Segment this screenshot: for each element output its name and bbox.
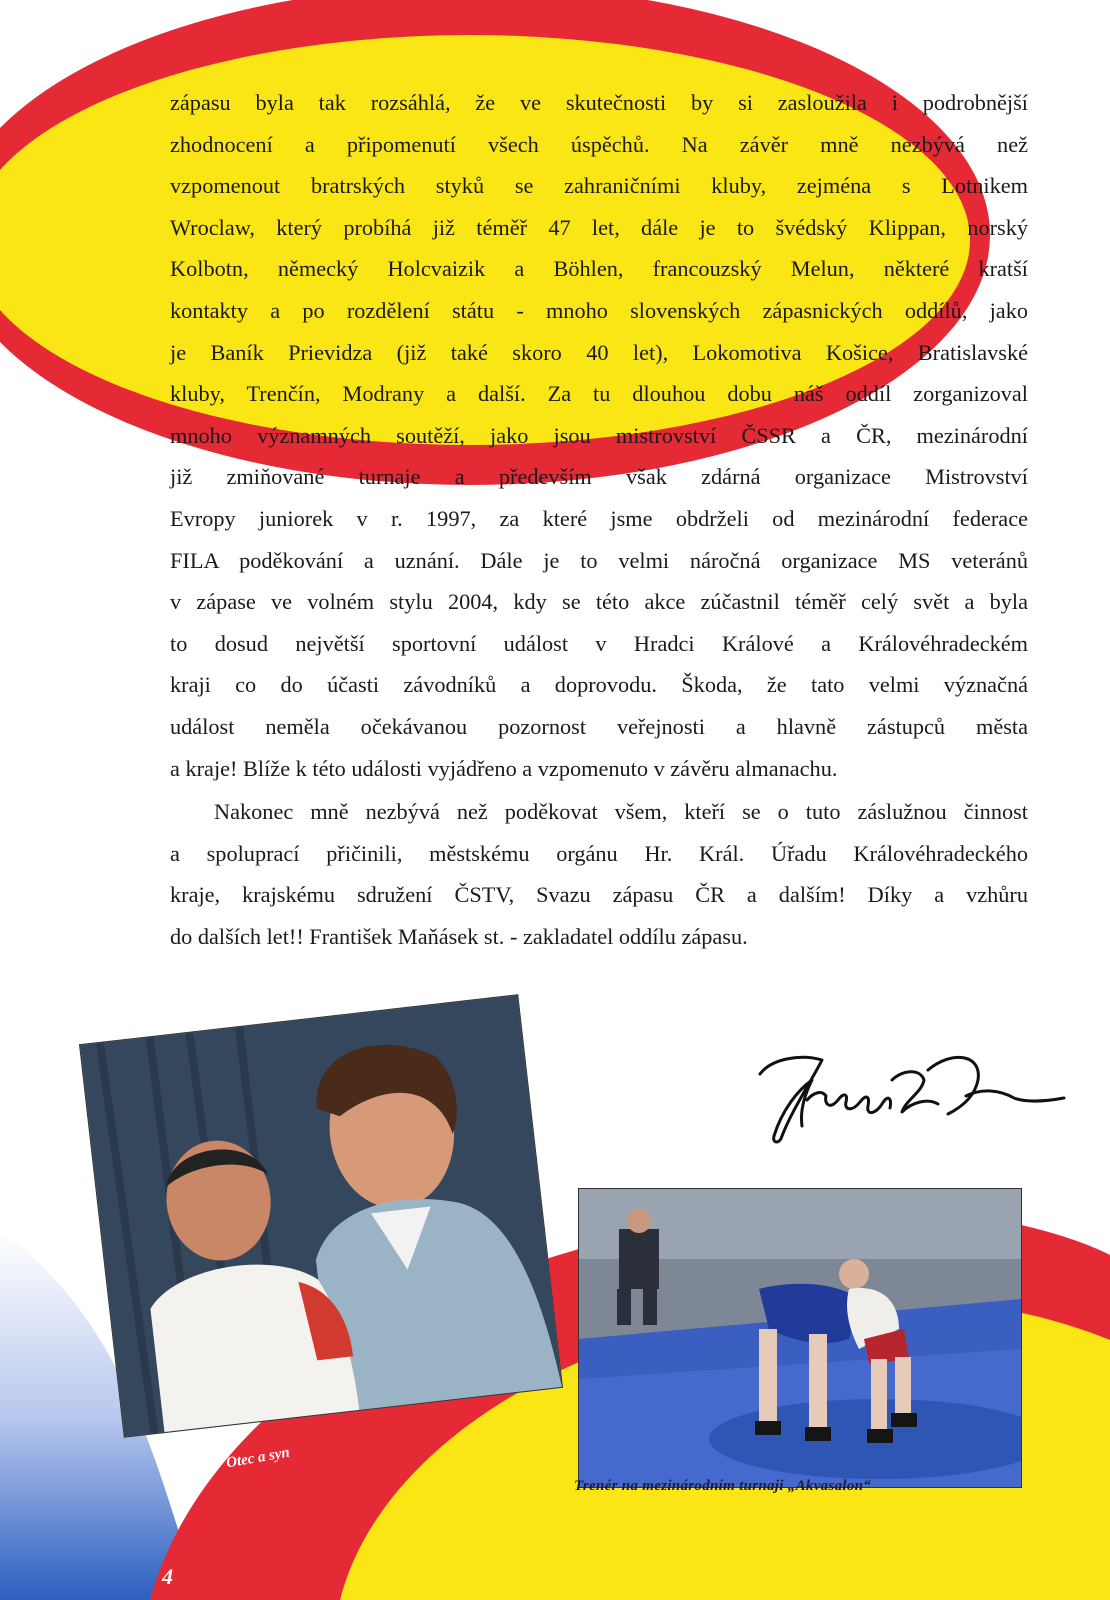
text-line: kraji co do účasti závodníků a doprovodu. Škoda, že tato velmi význačná bbox=[170, 672, 1028, 698]
page-number: 4 bbox=[162, 1564, 173, 1589]
text-line: Wroclaw, který probíhá již téměř 47 let, dále je to švédský Klippan, norský bbox=[170, 214, 1028, 240]
text-line: a spoluprací přičinili, městskému orgánu Hr. Král. Úřadu Královéhradeckého bbox=[170, 840, 1028, 866]
text-line: kluby, Trenčín, Modrany a další. Za tu dlouhou dobu náš oddíl zorganizoval bbox=[170, 381, 1028, 407]
text-line: Nakonec mně nezbývá než poděkovat všem, kteří se o tuto záslužnou činnost bbox=[214, 799, 1028, 825]
article-body bbox=[170, 82, 1028, 957]
text-line: již zmiňované turnaje a především však zdárná organizace Mistrovství bbox=[170, 464, 1028, 490]
text-line: a kraje! Blíže k této události vyjádřeno a vzpomenuto v závěru almanachu. bbox=[170, 755, 838, 781]
text-line: v zápase ve volném stylu 2004, kdy se této akce zúčastnil téměř celý svět a byla bbox=[170, 589, 1028, 615]
paragraph-1 bbox=[170, 82, 1028, 789]
text-line: Kolbotn, německý Holcvaizik a Böhlen, francouzský Melun, některé kratší bbox=[170, 256, 1028, 282]
text-line: událost neměla očekávanou pozornost veřejnosti a hlavně zástupců města bbox=[170, 713, 1028, 739]
text-line: kraje, krajskému sdružení ČSTV, Svazu zápasu ČR a dalším! Díky a vzhůru bbox=[170, 882, 1028, 908]
paragraph-2 bbox=[170, 791, 1028, 957]
text-line: je Baník Prievidza (již také skoro 40 let), Lokomotiva Košice, Bratislavské bbox=[170, 339, 1028, 365]
wrestling-caption: Trenér na mezinárodním turnaji „Akvasalon“ bbox=[574, 1478, 872, 1494]
text-line: mnoho významných soutěží, jako jsou mistrovství ČSSR a ČR, mezinárodní bbox=[170, 422, 1028, 448]
portrait-caption: Otec a syn bbox=[225, 1444, 291, 1472]
text-line: zhodnocení a připomenutí všech úspěchů. Na závěr mně nezbývá než bbox=[170, 131, 1028, 157]
text-line: Evropy juniorek v r. 1997, za které jsme obdrželi od mezinárodní federace bbox=[170, 505, 1028, 531]
text-line: vzpomenout bratrských styků se zahraničními kluby, zejména s Lotnikem bbox=[170, 173, 1028, 199]
text-line: do dalších let!! František Maňásek st. - zakladatel oddílu zápasu. bbox=[170, 923, 748, 949]
handwritten-signature bbox=[752, 1040, 1070, 1152]
text-line: zápasu byla tak rozsáhlá, že ve skutečnosti by si zasloužila i podrobnější bbox=[170, 90, 1028, 115]
text-line: to dosud největší sportovní událost v Hradci Králové a Královéhradeckém bbox=[170, 630, 1028, 656]
text-line: kontakty a po rozdělení státu - mnoho slovenských zápasnických oddílů, jako bbox=[170, 297, 1028, 323]
father-son-photo bbox=[79, 994, 563, 1437]
wrestling-tournament-photo bbox=[578, 1188, 1022, 1488]
text-line: FILA poděkování a uznání. Dále je to velmi náročná organizace MS veteránů bbox=[170, 547, 1028, 573]
